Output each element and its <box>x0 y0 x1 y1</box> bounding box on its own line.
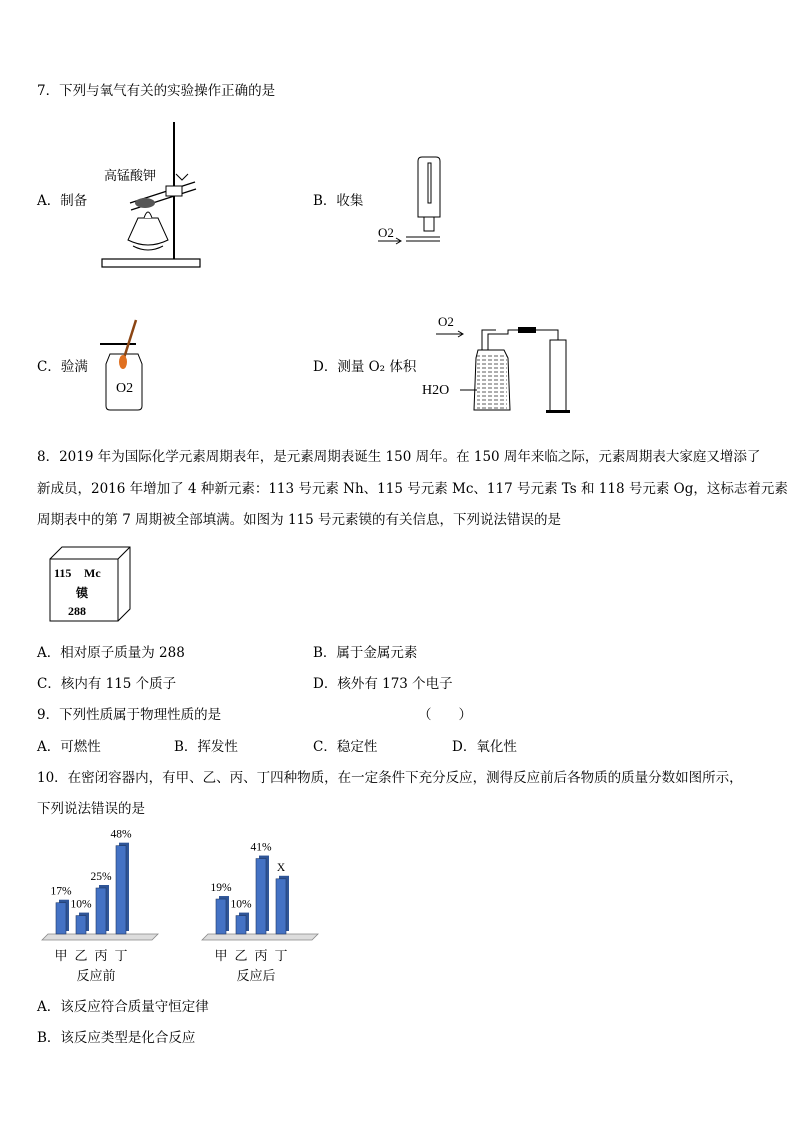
fig-b-o2: O2 <box>378 225 394 240</box>
chart-floor <box>202 934 318 940</box>
category-label: 丙 <box>254 949 268 964</box>
option-9a[interactable]: A．可燃性 <box>37 739 101 755</box>
fig-d-o2: O2 <box>438 314 454 329</box>
chart-floor <box>42 934 158 940</box>
gas-collection-diagram <box>372 155 442 250</box>
category-label: 甲 <box>214 949 228 964</box>
option-9b[interactable]: B．挥发性 <box>174 739 238 755</box>
option-8c[interactable]: C．核内有 115 个质子 <box>37 676 177 692</box>
bar-value-label: 10% <box>230 898 252 911</box>
bar-value-label: X <box>276 861 286 874</box>
option-9d[interactable]: D．氧化性 <box>452 739 517 755</box>
bar-value-label: 10% <box>70 898 92 911</box>
option-10b[interactable]: B．该反应类型是化合反应 <box>37 1030 196 1046</box>
bar <box>76 916 86 934</box>
element-name: 镆 <box>76 586 89 600</box>
option-7a[interactable]: A．制备 <box>37 193 88 209</box>
bar <box>236 916 246 934</box>
bar <box>216 899 226 934</box>
volume-measure-diagram <box>422 310 582 418</box>
question-8-line3: 周期表中的第 7 周期被全部填满。如图为 115 号元素镆的有关信息，下列说法错误的是 <box>37 512 562 528</box>
category-label: 丁 <box>274 949 288 964</box>
option-7d[interactable]: D．测量 O₂ 体积 <box>313 359 417 375</box>
chart-title: 反应前 <box>76 969 116 984</box>
category-label: 乙 <box>234 949 248 964</box>
option-7c[interactable]: C．验满 <box>37 359 88 375</box>
option-10a[interactable]: A．该反应符合质量守恒定律 <box>37 999 209 1015</box>
element-mass: 288 <box>68 604 86 618</box>
question-9-stem: 9．下列性质属于物理性质的是 <box>37 707 222 723</box>
question-10-line2: 下列说法错误的是 <box>37 801 145 817</box>
question-10-line1: 10．在密闭容器内，有甲、乙、丙、丁四种物质，在一定条件下充分反应，测得反应前后各物质的质量分数如图所示， <box>37 770 743 786</box>
bar <box>56 903 66 934</box>
category-label: 乙 <box>74 949 88 964</box>
bar-value-label: 48% <box>110 828 132 841</box>
category-label: 丙 <box>94 949 108 964</box>
category-label: 丁 <box>114 949 128 964</box>
fig-a-label: 高锰酸钾 <box>104 169 157 184</box>
chart-title: 反应后 <box>236 969 276 984</box>
option-8b[interactable]: B．属于金属元素 <box>313 645 418 661</box>
bar-value-label: 25% <box>90 871 112 883</box>
element-card-mc <box>44 545 134 625</box>
heating-apparatus-diagram <box>100 118 210 273</box>
option-7b[interactable]: B．收集 <box>313 193 364 209</box>
chart-after-reaction <box>200 826 340 988</box>
bar <box>96 888 106 934</box>
option-8a[interactable]: A．相对原子质量为 288 <box>37 645 185 661</box>
bar <box>256 859 266 934</box>
fig-d-h2o: H2O <box>422 383 450 398</box>
question-8-line2: 新成员，2016 年增加了 4 种新元素：113 号元素 Nh、115 号元素 Mc、117 号元素 Ts 和 118 号元素 Og，这标志着元素 <box>37 481 788 497</box>
element-number: 115 <box>54 566 72 580</box>
bar-value-label: 41% <box>250 841 272 854</box>
fig-c-o2: O2 <box>116 381 134 396</box>
bar <box>276 879 286 934</box>
option-8d[interactable]: D．核外有 173 个电子 <box>313 676 453 692</box>
flame-icon <box>119 355 127 369</box>
question-7-stem: 7．下列与氧气有关的实验操作正确的是 <box>37 83 276 99</box>
question-8-line1: 8．2019 年为国际化学元素周期表年，是元素周期表诞生 150 周年。在 150 周年来临之际，元素周期表大家庭又增添了 <box>37 449 761 465</box>
category-label: 甲 <box>54 949 68 964</box>
bar <box>116 846 126 934</box>
option-9c[interactable]: C．稳定性 <box>313 739 378 755</box>
element-symbol: Mc <box>84 566 101 580</box>
test-full-diagram <box>96 318 156 413</box>
bar-value-label: 17% <box>50 885 72 898</box>
bar-value-label: 19% <box>210 882 232 895</box>
chart-before-reaction <box>40 826 180 988</box>
answer-blank[interactable]: （ ） <box>418 707 472 723</box>
